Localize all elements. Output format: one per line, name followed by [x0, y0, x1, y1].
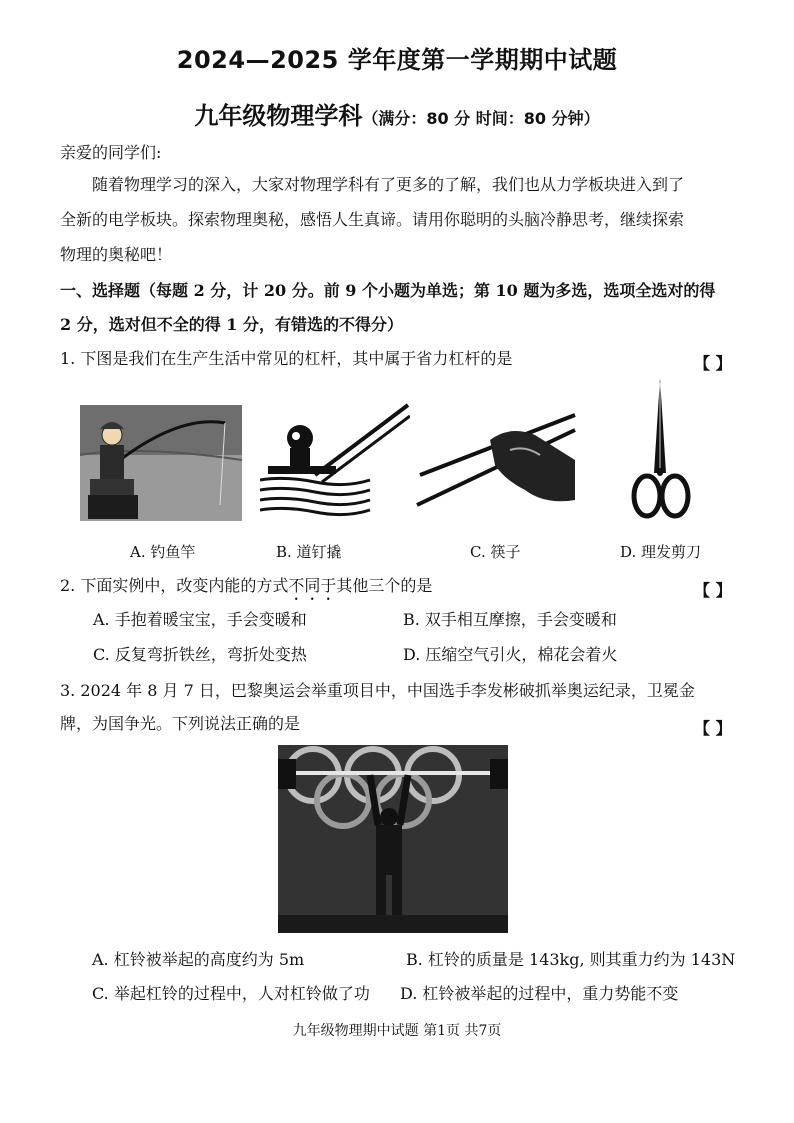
- q1-stem: 1. 下图是我们在生产生活中常见的杠杆，其中属于省力杠杆的是: [60, 349, 513, 368]
- exam-subtitle: [0, 96, 794, 131]
- intro-line-3: 物理的奥秘吧！: [60, 245, 173, 264]
- section-heading-line: [60, 276, 715, 306]
- q3-stem-line-2: 牌，为国争光。下列说法正确的是: [60, 714, 301, 733]
- q2-stem-after: 其他三个的是: [336, 576, 433, 595]
- q3-stem-line-1: 3. 2024 年 8 月 7 日，巴黎奥运会举重项目中，中国选手李发彬破抓举奥运纪录，卫冕金: [60, 681, 695, 700]
- q3-option-c: C. 举起杠铃的过程中，人对杠铃做了功: [92, 984, 370, 1003]
- chopsticks-image: [415, 410, 580, 510]
- q1-option-b: B. 道钉撬: [276, 543, 342, 561]
- q3-option-d: D. 杠铃被举起的过程中，重力势能不变: [400, 984, 679, 1003]
- page-footer: 九年级物理期中试题 第1页 共7页: [292, 1023, 502, 1039]
- spike-pry-image: [260, 400, 410, 520]
- intro-line-1: 随着物理学习的深入，大家对物理学科有了更多的了解，我们也从力学板块进入到了: [92, 175, 685, 194]
- q2-option-d: D. 压缩空气引火，棉花会着火: [403, 645, 618, 664]
- weightlifter-photo: [278, 745, 508, 933]
- fishing-rod-image: [80, 405, 242, 521]
- q2-stem-emphasis: 不同于: [288, 576, 337, 595]
- score-time-info: （满分：80 分 时间：80 分钟）: [362, 109, 600, 128]
- q3-option-a: A. 杠铃被举起的高度约为 5m: [92, 950, 305, 969]
- section-rules-2: 2 分，选对但不全的得 1 分，有错选的不得分）: [60, 315, 403, 334]
- exam-title: 2024—2025 学年度第一学期期中试题: [176, 46, 618, 74]
- greeting: 亲爱的同学们:: [60, 143, 162, 162]
- section-rules-1: （每题 2 分，计 20 分。前 9 个小题为单选；第 10 题为多选，选项全选对的得: [140, 281, 716, 300]
- q1-option-a: A. 钓鱼竿: [130, 543, 196, 561]
- q1-option-d: D. 理发剪刀: [620, 543, 702, 561]
- q2-option-a: A. 手抱着暖宝宝，手会变暖和: [93, 610, 307, 629]
- q2-answer-bracket: 【 】: [694, 581, 732, 600]
- q2-stem: [60, 571, 432, 604]
- scissors-image: [630, 378, 692, 520]
- q2-stem-before: 2. 下面实例中，改变内能的方式: [60, 576, 289, 595]
- q3-answer-bracket: 【 】: [694, 719, 732, 738]
- subject-label: 九年级物理学科: [194, 102, 363, 130]
- q2-option-c: C. 反复弯折铁丝，弯折处变热: [93, 645, 307, 664]
- q1-answer-bracket: 【 】: [694, 354, 732, 373]
- intro-line-2: 全新的电学板块。探索物理奥秘，感悟人生真谛。请用你聪明的头脑冷静思考，继续探索: [60, 210, 685, 229]
- section-heading: 一、选择题: [60, 281, 141, 300]
- q1-option-c: C. 筷子: [470, 543, 521, 561]
- q2-option-b: B. 双手相互摩擦，手会变暖和: [403, 610, 617, 629]
- q3-option-b: B. 杠铃的质量是 143kg, 则其重力约为 143N: [406, 950, 736, 969]
